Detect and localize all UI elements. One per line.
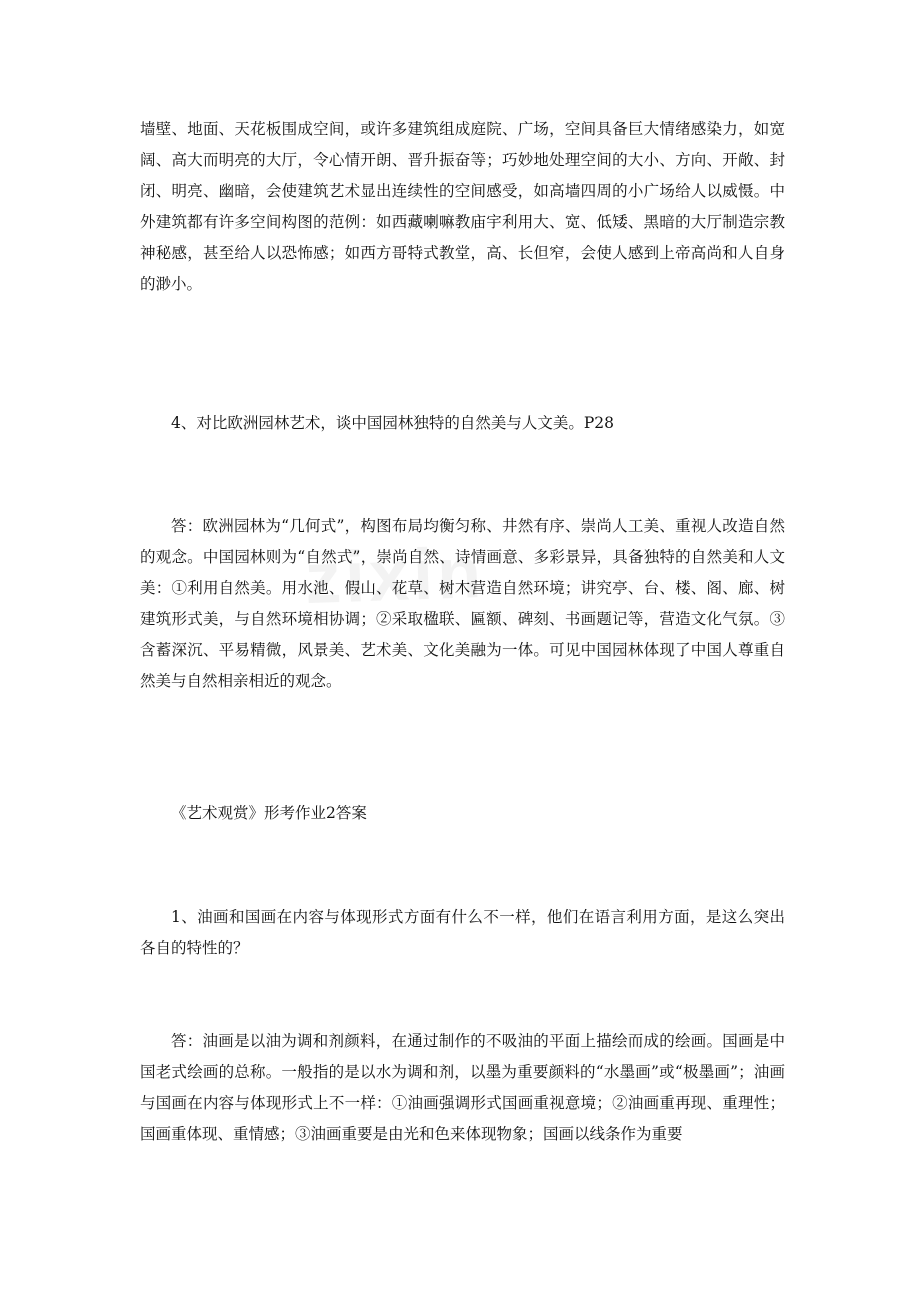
watermark: zixin: [303, 532, 487, 620]
question-4: 4、对比欧洲园林艺术，谈中国园林独特的自然美与人文美。P28: [171, 414, 615, 432]
section-heading: 《艺术观赏》形考作业2答案: [171, 804, 367, 822]
question-1: 1、油画和国画在内容与体现形式方面有什么不一样，他们在语言利用方面，是这么突出各自的特性的？: [140, 908, 785, 957]
paragraph-architecture-space: 墙壁、地面、天花板围成空间，或许多建筑组成庭院、广场，空间具备巨大情绪感染力，如宽阔、高大而明亮的大厅，令心情开朗、晋升振奋等；巧妙地处理空间的大小、方向、开敞、封闭、明亮、幽暗，会使建筑艺术显出连续性的空间感受，如高墙四周的小广场给人以威慑。中外建筑都有许多空间构图的范例：如西藏喇嘛教庙宇利用大、宽、低矮、黑暗的大厅制造宗教神秘感，甚至给人以恐怖感；如西方哥特式教堂，高、长但窄，会使人感到上帝高尚和人自身的渺小。: [140, 120, 785, 293]
answer-4: 答：欧洲园林为“几何式”，构图布局均衡匀称、井然有序、崇尚人工美、重视人改造自然的观念。中国园林则为“自然式”，崇尚自然、诗情画意、多彩景异，具备独特的自然美和人文美：①利用自然美。用水池、假山、花草、树木营造自然环境；讲究亭、台、楼、阁、廊、树建筑形式美，与自然环境相协调；②采取楹联、匾额、碑刻、书画题记等，营造文化气氛。③含蓄深沉、平易精微，风景美、艺术美、文化美融为一体。可见中国园林体现了中国人尊重自然美与自然相亲相近的观念。: [140, 517, 785, 690]
answer-1: 答：油画是以油为调和剂颜料，在通过制作的不吸油的平面上描绘而成的绘画。国画是中国老式绘画的总称。一般指的是以水为调和剂，以墨为重要颜料的“水墨画”或“极墨画”；油画与国画在内容与体现形式上不一样：①油画强调形式国画重视意境；②油画重再现、重理性；国画重体现、重情感；③油画重要是由光和色来体现物象；国画以线条作为重要: [140, 1032, 785, 1143]
